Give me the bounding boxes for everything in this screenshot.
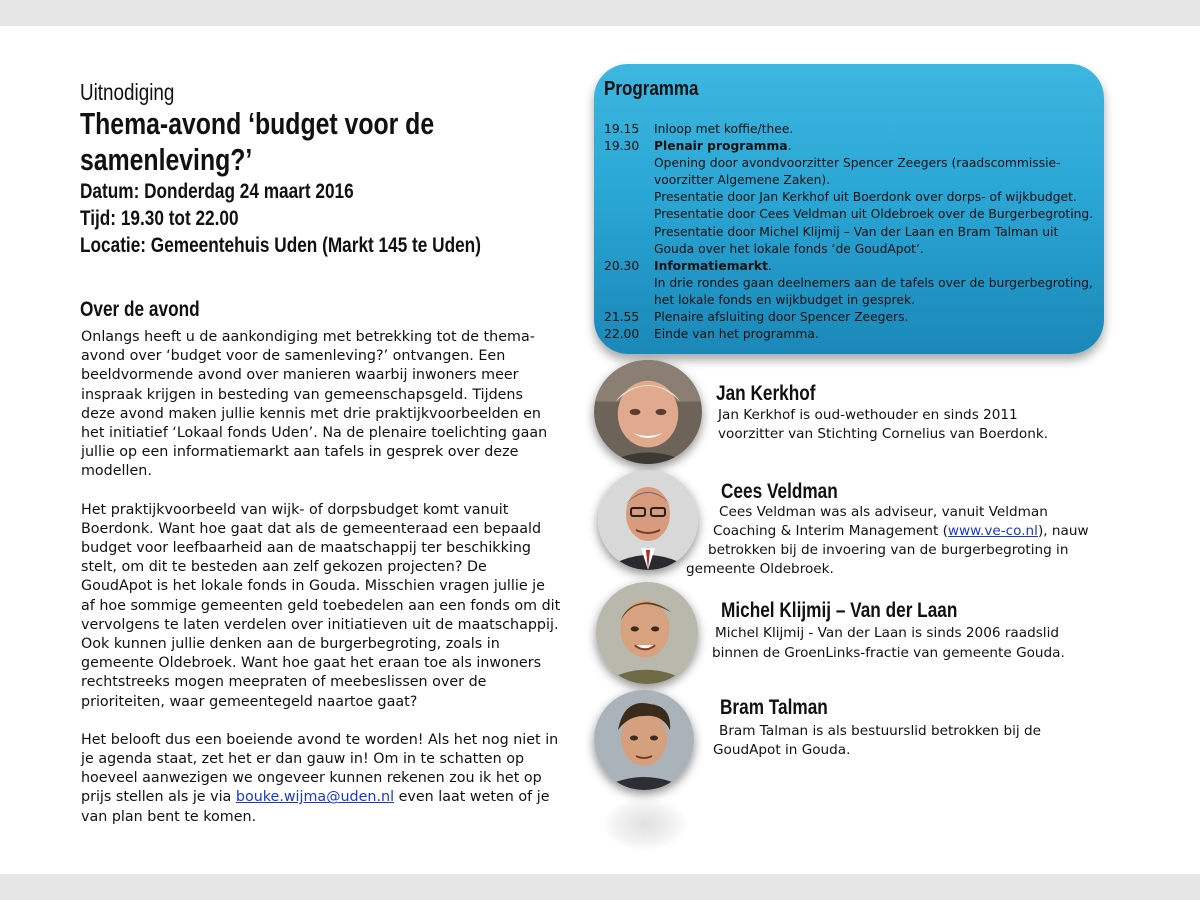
program-time: 21.55 — [604, 310, 640, 325]
program-item-line: In drie rondes gaan deelnemers aan de tafels over de burgerbegroting, het lokale fonds en wijkbudget in gesprek. — [654, 275, 1093, 307]
portrait-icon — [598, 470, 698, 570]
about-paragraph-2: Het praktijkvoorbeeld van wijk- of dorpsbudget komt vanuit Boerdonk. Want hoe gaat dat als de gemeenteraad een bepaald budget voor leefbaarheid aan de maatschappij ter beschikking stelt, om dit te besteden aan zelf gekozen projecten? De GoudApot is het lokale fonds in Gouda. Misschien vragen jullie je af hoe sommige gemeenten geld toebedelen aan een fonds om dit vervolgens te laten verdelen over initiatieven uit de maatschappij. Ook kunnen jullie denken aan de burgerbegroting, zoals in gemeente Oldebroek. Want hoe gaat het eraan toe als inwoners rechtstreeks mogen meepraten of meebeslissen over de prioriteiten, waar gemeentegeld naartoe gaat? — [81, 501, 561, 710]
about-paragraph-3-end: even laat weten of je van plan bent te komen. — [81, 789, 550, 825]
program-item-dot: . — [767, 258, 772, 273]
program-schedule — [604, 121, 1096, 343]
program-row — [604, 121, 1096, 138]
speaker-bio-line — [713, 522, 1093, 541]
event-title-line2: samenleving?’ — [80, 142, 253, 177]
program-item-dot: . — [787, 139, 792, 154]
speaker-name-michel-klijmij: Michel Klijmij – Van der Laan — [721, 599, 958, 622]
program-item: Einde van het programma. — [654, 327, 819, 342]
speaker-bio-line: gemeente Oldebroek. — [686, 561, 834, 577]
program-row — [604, 258, 1096, 309]
speaker-bio-line: binnen de GroenLinks-fractie van gemeente Gouda. — [712, 645, 1065, 661]
about-paragraph-3 — [81, 731, 561, 827]
program-item-bold: Plenair programma — [654, 139, 788, 154]
speaker-photo-jan-kerkhof — [594, 360, 702, 464]
program-row — [604, 138, 1096, 258]
photo-reflection — [604, 798, 686, 850]
speaker-name-cees-veldman: Cees Veldman — [721, 480, 838, 503]
program-item-line: Presentatie door Jan Kerkhof uit Boerdonk over dorps- of wijkbudget. — [654, 190, 1077, 205]
contact-email-link[interactable]: bouke.wijma@uden.nl — [235, 789, 395, 806]
program-item-line: Presentatie door Cees Veldman uit Oldebroek over de Burgerbegroting. — [654, 207, 1094, 222]
program-item — [654, 258, 1096, 309]
event-location: Locatie: Gemeentehuis Uden (Markt 145 te Uden) — [80, 234, 481, 257]
about-paragraph-1: Onlangs heeft u de aankondiging met betrekking tot de thema-avond over ‘budget voor de samenleving?’ ontvangen. Een beeldvormende avond over manieren waarbij inwoners meer inspraak krijgen in besteding van gemeenschapsgeld. Tijdens deze avond maken jullie kennis met drie praktijkvoorbeelden en het initiatief ‘Lokaal fonds Uden’. Na de plenaire toelichting gaan jullie op een informatiemarkt aan tafels in gesprek over deze modellen. — [81, 329, 548, 480]
program-time: 20.30 — [604, 258, 640, 273]
invitation-header — [80, 78, 560, 259]
program-item-line: Opening door avondvoorzitter Spencer Zeegers (raadscommissie-voorzitter Algemene Zaken). — [654, 156, 1061, 188]
program-item-line: Presentatie door Michel Klijmij – Van der Laan en Bram Talman uit Gouda over het lokale fonds ‘de GoudApot’. — [654, 224, 1059, 256]
speaker-bio-line: betrokken bij de invoering van de burgerbegroting in — [708, 542, 1069, 558]
about-body — [81, 328, 561, 827]
program-item — [654, 138, 1096, 258]
speaker-bio-line: Michel Klijmij - Van der Laan is sinds 2006 raadslid — [715, 625, 1059, 641]
speaker-bio-jan-kerkhof: Jan Kerkhof is oud-wethouder en sinds 2011 voorzitter van Stichting Cornelius van Boerdonk. — [718, 407, 1049, 442]
program-item-heading — [654, 138, 1096, 155]
program-time: 19.15 — [604, 122, 640, 136]
speaker-bio-text: Coaching & Interim Management ( — [713, 523, 948, 539]
portrait-icon — [596, 582, 698, 684]
speaker-bio-line: Bram Talman is als bestuurslid betrokken bij de — [719, 723, 1041, 739]
portrait-icon — [594, 360, 702, 464]
invitation-kicker: Uitnodiging — [80, 79, 175, 105]
speaker-photo-michel-klijmij — [596, 582, 698, 684]
speaker-bio-line: GoudApot in Gouda. — [713, 742, 851, 758]
program-time: 22.00 — [604, 327, 640, 342]
about-paragraph-3-start: Het belooft dus een boeiende avond te worden! Als het nog niet in je agenda staat, zet het er dan gauw in! Om in te schatten op hoeveel aanwezigen we ongeveer kunnen rekenen zou ik het op prijs stellen als je via — [81, 731, 559, 806]
event-time: Tijd: 19.30 tot 22.00 — [80, 207, 239, 230]
speaker-photo-bram-talman — [594, 690, 694, 790]
speaker-bio-text: ), nauw — [1037, 523, 1089, 539]
document-page — [0, 26, 1200, 874]
speaker-bio-line: Cees Veldman was als adviseur, vanuit Veldman — [719, 504, 1048, 520]
program-row — [604, 309, 1096, 326]
speaker-name-jan-kerkhof: Jan Kerkhof — [716, 382, 816, 405]
program-time: 19.30 — [604, 139, 640, 154]
veldman-website-link[interactable]: www.ve-co.nl — [947, 523, 1038, 539]
about-title: Over de avond — [80, 298, 200, 321]
program-item-bold: Informatiemarkt — [654, 258, 768, 273]
program-row — [604, 326, 1096, 343]
program-item: Plenaire afsluiting door Spencer Zeegers. — [654, 310, 909, 325]
program-title: Programma — [604, 78, 699, 100]
portrait-icon — [594, 690, 694, 790]
event-date: Datum: Donderdag 24 maart 2016 — [80, 180, 354, 203]
program-item: Inloop met koffie/thee. — [654, 122, 794, 136]
event-title-line1: Thema-avond ‘budget voor de — [80, 106, 435, 141]
program-item-heading — [654, 258, 1096, 275]
speaker-name-bram-talman: Bram Talman — [720, 696, 828, 719]
speaker-photo-cees-veldman — [598, 470, 698, 570]
program-box — [594, 64, 1104, 354]
